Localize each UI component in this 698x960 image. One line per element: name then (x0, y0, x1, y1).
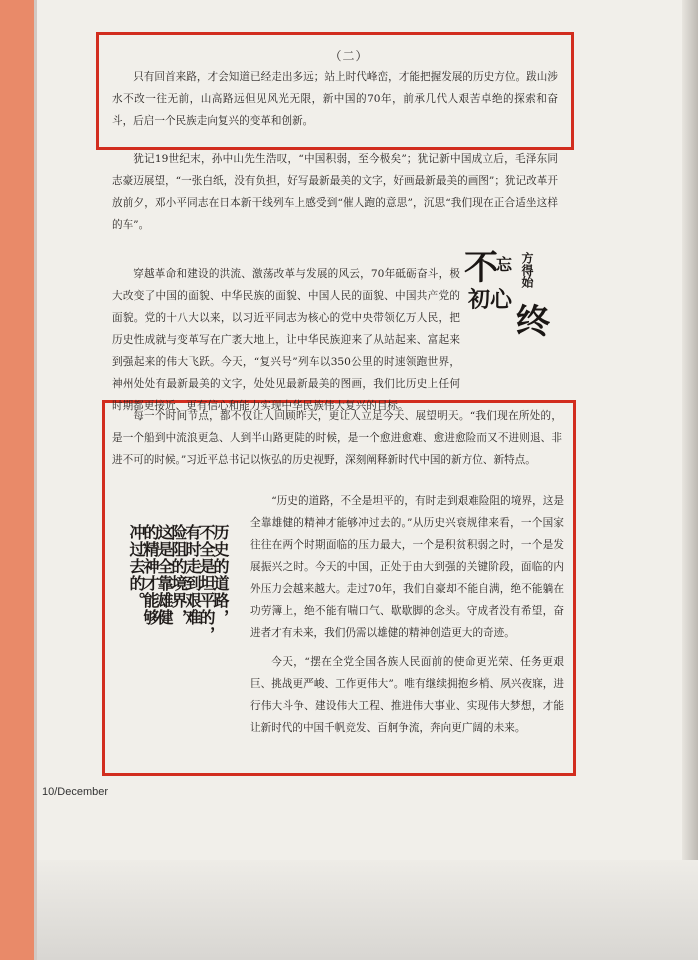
calligraphy-chuxin: 初心 (468, 287, 513, 313)
calligraphy-never-forget (460, 250, 558, 350)
calligraphy-col-3: 有时走到艰难 (183, 524, 202, 626)
spine-edge (34, 0, 37, 960)
calligraphy-fangde: 方得始 (520, 252, 534, 288)
calligraphy-col-6: 的精神才能够 (141, 524, 160, 626)
calligraphy-col-1: 历史的道路， (211, 524, 230, 626)
section-title: （二） (329, 49, 369, 63)
page-spine (0, 0, 34, 960)
page-bottom-shadow (37, 860, 698, 960)
calligraphy-quote (128, 524, 228, 748)
calligraphy-bu: 不 (464, 248, 498, 288)
paragraph-6: 今天，“摆在全党全国各族人民面前的使命更光荣、任务更艰巨、挑战更严峻、工作更伟大”。唯有继续拥抱乡梢、夙兴夜寐，进行伟大斗争、建设伟大工程、推进伟大事业、实现伟大梦想，才能让新时代的中国千帆竞发、百舸争流，奔向更广阔的未来。 (250, 656, 564, 734)
paragraph-1: 只有回首来路，才会知道已经走出多远；站上时代峰峦，才能把握发展的历史方位。跋山涉水不改一往无前，山高路远但见风光无限，新中国的70年，前承几代人艰苦卓绝的探索和奋斗，后启一个民族走向复兴的变革和创新。 (112, 71, 558, 127)
paragraph-5: “历史的道路，不全是坦平的，有时走到艰难险阻的境界，这是全靠雄健的精神才能够冲过去的。”从历史兴衰规律来看，一个国家往往在两个时期面临的压力最大，一个是积贫积弱之时，一个是发展振兴之时。今天的中国，正处于由大到强的关键阶段，面临的内外压力会越来越大。走过70年，我们自豪却不能自满，绝不能躺在功劳簿上，绝不能有喘口气、歇歇脚的念头。守成者没有希望，奋进者才有未来，我们仍需以雄健的精神创造更大的奇迹。 (250, 495, 564, 639)
calligraphy-col-5: 这是全靠雄健 (155, 524, 174, 626)
page-footer: 10/December (42, 786, 109, 798)
paragraph-2: 犹记19世纪末，孙中山先生浩叹，“中国积弱，至今极矣”；犹记新中国成立后，毛泽东同志豪迈展望，“一张白纸，没有负担，好写最新最美的文字，好画最新最美的画图”；犹记改革开放前夕，邓小平同志在日本新干线列车上感受到“催人跑的意思”，沉思“我们现在正合适坐这样的车”。 (112, 153, 558, 231)
paragraph-4: 每一个时间节点，都不仅让人回顾昨天，更让人立足今天、展望明天。“我们现在所处的，是一个船到中流浪更急、人到半山路更陡的时候，是一个愈进愈难、愈进愈险而又不进则退、非进不可的时候。”习近平总书记以恢弘的历史视野，深刻阐释新时代中国的新方位、新特点。 (112, 410, 562, 466)
frame-gap (93, 150, 101, 410)
calligraphy-zhong: 终 (516, 302, 550, 342)
paragraph-3: 穿越革命和建设的洪流、激荡改革与发展的风云，70年砥砺奋斗，极大改变了中国的面貌、中华民族的面貌、中国人民的面貌、中国共产党的面貌。党的十八大以来，以习近平同志为核心的党中央带领亿万人民，把历史性成就与变革写在广袤大地上，让中华民族迎来了从站起来、富起来到强起来的伟大飞跃。今天，“复兴号”列车以350公里的时速领跑世界，神州处处有最新最美的文字，处处见最新最美的图画，我们比历史上任何时期都更接近、更有信心和能力实现中华民族伟大复兴的目标。 (112, 268, 460, 412)
calligraphy-col-4: 险阻的境界， (169, 524, 188, 626)
calligraphy-wang: 忘 (496, 255, 513, 274)
page-gutter-shadow (682, 0, 698, 960)
calligraphy-col-7: 冲过去的。 (127, 524, 146, 609)
calligraphy-col-2: 不全是坦平的， (197, 524, 216, 643)
